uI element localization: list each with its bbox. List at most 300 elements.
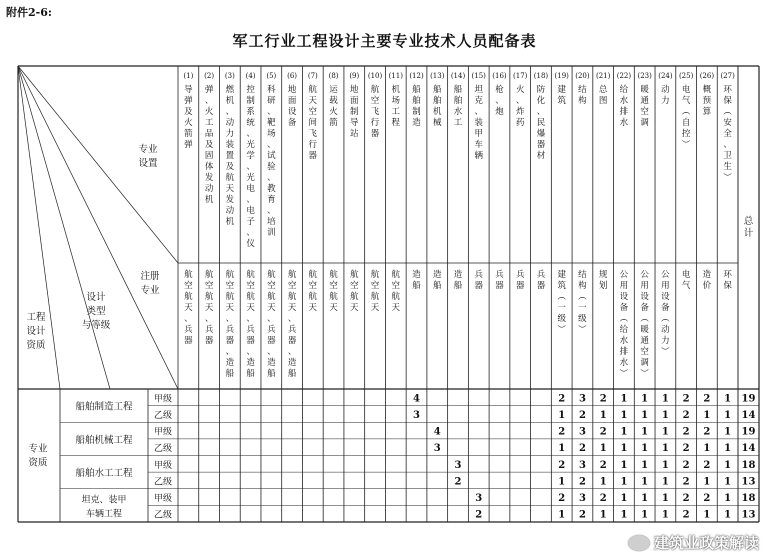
column-specialty-name: 飞 xyxy=(308,129,318,139)
column-registered-specialty: 航 xyxy=(204,292,214,302)
column-registered-specialty: 船 xyxy=(246,369,255,379)
cell-value: 2 xyxy=(599,493,607,505)
column-specialty-name: 航 xyxy=(225,173,235,183)
column-specialty-name: 天 xyxy=(225,184,235,194)
column-specialty-name: 及 xyxy=(184,107,193,117)
column-specialty-name: 弹 xyxy=(184,140,193,150)
column-registered-specialty: 、 xyxy=(287,347,297,357)
column-registered-specialty: 兵 xyxy=(536,270,546,280)
column-specialty-name: 舶 xyxy=(453,96,463,106)
column-specialty-name: 育 xyxy=(267,195,276,205)
column-registered-specialty: 兵 xyxy=(225,325,235,335)
column-number: (26) xyxy=(699,72,715,80)
cell-value: 2 xyxy=(682,409,690,421)
column-specialty-name: 船 xyxy=(453,85,463,95)
column-specialty-name: 预 xyxy=(702,96,712,106)
column-specialty-name: 防 xyxy=(536,85,546,95)
cell-value: 1 xyxy=(661,426,669,438)
column-registered-specialty: 器 xyxy=(204,336,214,346)
cell-value: 1 xyxy=(661,459,669,471)
column-registered-specialty: 用 xyxy=(619,281,629,291)
cell-value: 1 xyxy=(724,459,732,471)
column-registered-specialty: 空 xyxy=(246,281,255,291)
column-registered-specialty: 兵 xyxy=(267,325,276,335)
column-registered-specialty: 航 xyxy=(246,270,255,280)
column-specialty-name: 火 xyxy=(329,107,338,117)
column-specialty-name: 甲 xyxy=(474,129,483,139)
column-specialty-name: 、 xyxy=(267,173,276,183)
column-specialty-name: 动 xyxy=(225,206,235,216)
header-qualification: 资质 xyxy=(26,340,46,351)
cell-value: 2 xyxy=(703,459,711,471)
column-registered-specialty: 造 xyxy=(246,358,255,368)
column-specialty-name: 设 xyxy=(287,107,297,117)
cell-value: 1 xyxy=(661,393,669,405)
column-registered-specialty: 空 xyxy=(350,281,359,291)
cell-value: 1 xyxy=(703,476,711,488)
column-registered-specialty: 电 xyxy=(681,270,691,280)
column-registered-specialty: 器 xyxy=(515,281,525,291)
column-number: (13) xyxy=(430,72,445,80)
column-registered-specialty: 空 xyxy=(370,281,380,291)
column-registered-specialty: 级 xyxy=(578,314,587,324)
cell-value: 1 xyxy=(620,509,628,521)
cell-value: 3 xyxy=(454,459,462,471)
cell-value: 1 xyxy=(724,393,732,405)
column-specialty-name: 、 xyxy=(225,107,235,117)
grade-label: 乙级 xyxy=(153,477,173,488)
column-registered-specialty: 调 xyxy=(640,358,649,368)
column-specialty-name: 药 xyxy=(515,118,525,128)
column-registered-specialty: 船 xyxy=(267,369,276,379)
header-design-type: 与等级 xyxy=(81,320,111,331)
cell-value: 1 xyxy=(661,493,669,505)
column-specialty-name: 器 xyxy=(308,151,318,161)
column-specialty-name: ︵ xyxy=(723,107,732,117)
column-registered-specialty: 、 xyxy=(287,314,297,324)
column-number: (8) xyxy=(328,72,339,80)
column-specialty-name: 空 xyxy=(370,96,380,106)
column-specialty-name: 航 xyxy=(308,85,318,95)
column-specialty-name: 枪 xyxy=(495,85,504,95)
column-registered-specialty: 兵 xyxy=(515,270,525,280)
column-registered-specialty: 、 xyxy=(267,314,276,324)
cell-value: 2 xyxy=(682,476,690,488)
grade-label: 乙级 xyxy=(153,510,173,521)
column-specialty-name: 火 xyxy=(204,107,214,117)
column-registered-specialty: 一 xyxy=(578,303,587,313)
column-registered-specialty: 航 xyxy=(350,270,359,280)
column-specialty-name: 保 xyxy=(723,96,732,106)
column-specialty-name: 给 xyxy=(619,85,629,95)
column-specialty-name: 场 xyxy=(391,96,401,106)
column-specialty-name: 生 xyxy=(723,162,732,172)
column-registered-specialty: 航 xyxy=(225,270,235,280)
column-specialty-name: 学 xyxy=(246,151,255,161)
column-registered-specialty: 公 xyxy=(640,270,649,280)
watermark xyxy=(628,532,759,553)
header-design-type: 类型 xyxy=(86,306,106,317)
column-specialty-name: 爆 xyxy=(536,129,546,139)
column-registered-specialty: ︵ xyxy=(661,314,670,324)
column-registered-specialty: 造 xyxy=(225,358,235,368)
column-specialty-name: 电 xyxy=(246,184,255,194)
column-registered-specialty: 航 xyxy=(267,292,276,302)
column-registered-specialty: 筑 xyxy=(557,281,566,291)
column-specialty-name: 弹 xyxy=(204,85,214,95)
cell-value: 1 xyxy=(620,393,628,405)
cell-value: 2 xyxy=(682,443,690,455)
column-specialty-name: 辆 xyxy=(474,151,483,161)
column-specialty-name: 水 xyxy=(619,96,629,106)
column-registered-specialty: 船 xyxy=(287,369,297,379)
column-registered-specialty: 航 xyxy=(225,292,235,302)
column-registered-specialty: 保 xyxy=(723,281,732,291)
header-total: 总 xyxy=(743,216,754,227)
column-registered-specialty: 天 xyxy=(308,303,318,313)
column-specialty-name: 及 xyxy=(225,162,235,172)
column-registered-specialty: 船 xyxy=(433,281,442,291)
column-registered-specialty: 空 xyxy=(391,281,401,291)
column-registered-specialty: 备 xyxy=(661,303,670,313)
total-value: 18 xyxy=(741,493,756,505)
column-registered-specialty: 造 xyxy=(412,270,421,280)
column-specialty-name: 动 xyxy=(204,184,214,194)
column-specialty-name: 天 xyxy=(308,96,318,106)
column-specialty-name: 载 xyxy=(329,96,338,106)
column-registered-specialty: 航 xyxy=(184,270,193,280)
column-registered-specialty: 造 xyxy=(702,270,712,280)
column-registered-specialty: 航 xyxy=(329,270,338,280)
cell-value: 1 xyxy=(558,509,566,521)
column-number: (3) xyxy=(224,72,235,80)
column-registered-specialty: 通 xyxy=(640,336,649,346)
column-number: (7) xyxy=(307,72,318,80)
grade-label: 甲级 xyxy=(153,460,173,471)
column-specialty-name: 科 xyxy=(267,85,276,95)
column-specialty-name: 、 xyxy=(267,107,276,117)
column-number: (27) xyxy=(720,72,735,80)
cell-value: 2 xyxy=(454,476,462,488)
column-specialty-name: 械 xyxy=(433,118,442,128)
group-name: 船舶机械工程 xyxy=(75,434,133,446)
column-registered-specialty: 航 xyxy=(267,270,276,280)
column-specialty-name: 装 xyxy=(474,118,483,128)
column-registered-specialty: 造 xyxy=(267,358,276,368)
column-registered-specialty: 天 xyxy=(370,303,380,313)
column-registered-specialty: 造 xyxy=(287,358,297,368)
column-specialty-name: 站 xyxy=(350,129,359,139)
column-number: (5) xyxy=(266,72,277,80)
column-specialty-name: 系 xyxy=(246,107,255,117)
column-specialty-name: 炮 xyxy=(495,107,504,117)
column-registered-specialty: 天 xyxy=(246,303,255,313)
grade-label: 甲级 xyxy=(153,494,173,505)
column-specialty-name: 水 xyxy=(619,118,629,128)
column-registered-specialty: 航 xyxy=(246,292,255,302)
column-specialty-name: 电 xyxy=(246,206,255,216)
column-specialty-name: 制 xyxy=(246,96,255,106)
column-specialty-name: 水 xyxy=(453,107,463,117)
cell-value: 1 xyxy=(558,476,566,488)
column-registered-specialty: 、 xyxy=(204,314,214,324)
total-value: 13 xyxy=(741,476,756,488)
grade-label: 乙级 xyxy=(153,410,173,421)
column-registered-specialty: 用 xyxy=(661,281,670,291)
column-registered-specialty: 船 xyxy=(453,281,463,291)
column-registered-specialty: ︶ xyxy=(619,369,629,379)
column-registered-specialty: 水 xyxy=(619,336,629,346)
column-registered-specialty: 、 xyxy=(267,347,276,357)
cell-value: 1 xyxy=(620,426,628,438)
column-registered-specialty: 器 xyxy=(225,336,235,346)
column-registered-specialty: 空 xyxy=(308,281,318,291)
column-specialty-name: 培 xyxy=(267,217,276,227)
column-specialty-name: 概 xyxy=(702,85,712,95)
header-qualification: 工程 xyxy=(26,312,46,323)
column-specialty-name: 安 xyxy=(723,118,732,128)
column-specialty-name: 、 xyxy=(246,228,255,238)
column-specialty-name: 调 xyxy=(640,118,649,128)
cell-value: 1 xyxy=(620,493,628,505)
column-number: (16) xyxy=(492,72,507,80)
column-registered-specialty: 造 xyxy=(433,270,442,280)
column-specialty-name: 火 xyxy=(184,118,193,128)
cell-value: 2 xyxy=(682,509,690,521)
cell-value: 1 xyxy=(620,409,628,421)
column-registered-specialty: 力 xyxy=(661,336,670,346)
column-registered-specialty: 天 xyxy=(329,303,338,313)
column-registered-specialty: 天 xyxy=(267,303,276,313)
cell-value: 3 xyxy=(578,459,586,471)
column-registered-specialty: 空 xyxy=(204,281,214,291)
column-registered-specialty: 结 xyxy=(578,270,587,280)
column-specialty-name: 品 xyxy=(204,129,214,139)
wechat-icon xyxy=(628,535,650,551)
column-specialty-name: 构 xyxy=(578,96,587,106)
column-registered-specialty: ︵ xyxy=(619,314,629,324)
column-registered-specialty: 用 xyxy=(640,281,649,291)
column-specialty-name: 统 xyxy=(246,118,255,128)
column-specialty-name: 面 xyxy=(287,96,297,106)
column-specialty-name: 全 xyxy=(723,129,732,139)
cell-value: 1 xyxy=(661,443,669,455)
column-registered-specialty: 备 xyxy=(640,303,649,313)
column-specialty-name: 靶 xyxy=(267,118,276,128)
cell-value: 3 xyxy=(578,493,586,505)
header-qualification: 设计 xyxy=(26,326,46,337)
column-number: (22) xyxy=(616,72,632,80)
column-registered-specialty: 划 xyxy=(598,281,608,291)
cell-value: 3 xyxy=(433,443,441,455)
column-registered-specialty: 器 xyxy=(474,281,483,291)
column-specialty-name: 发 xyxy=(204,173,214,183)
column-number: (4) xyxy=(245,72,256,80)
cell-value: 1 xyxy=(703,409,711,421)
column-specialty-name: 、 xyxy=(267,206,276,216)
cell-value: 2 xyxy=(682,426,690,438)
column-specialty-name: 场 xyxy=(267,129,276,139)
column-registered-specialty: 暖 xyxy=(640,325,649,335)
column-registered-specialty: 航 xyxy=(370,270,380,280)
column-specialty-name: 排 xyxy=(619,107,629,117)
column-registered-specialty: 兵 xyxy=(246,325,255,335)
column-registered-specialty: ︶ xyxy=(578,325,587,335)
column-registered-specialty: 备 xyxy=(619,303,629,313)
column-registered-specialty: 兵 xyxy=(287,325,297,335)
column-specialty-name: 筑 xyxy=(557,96,566,106)
cell-value: 4 xyxy=(413,393,421,405)
cell-value: 1 xyxy=(661,476,669,488)
column-registered-specialty: 器 xyxy=(287,336,297,346)
column-registered-specialty: 航 xyxy=(350,292,359,302)
cell-value: 1 xyxy=(641,393,649,405)
column-specialty-name: 试 xyxy=(267,151,276,161)
group-name: 船舶水工工程 xyxy=(75,468,133,480)
group-name: 船舶制造工程 xyxy=(75,401,133,413)
column-specialty-name: 、 xyxy=(246,195,255,205)
column-registered-specialty: 环 xyxy=(723,270,732,280)
column-number: (25) xyxy=(678,72,694,80)
column-number: (20) xyxy=(575,72,590,80)
column-specialty-name: 坦 xyxy=(474,85,483,95)
column-registered-specialty: 天 xyxy=(225,303,235,313)
column-registered-specialty: ︶ xyxy=(557,325,566,335)
column-specialty-name: 算 xyxy=(702,107,712,117)
column-specialty-name: 工 xyxy=(453,118,463,128)
total-value: 18 xyxy=(741,459,756,471)
column-specialty-name: 置 xyxy=(225,151,235,161)
column-specialty-name: 备 xyxy=(287,118,297,128)
cell-value: 2 xyxy=(578,509,586,521)
header-total: 计 xyxy=(743,228,754,239)
column-specialty-name: 舶 xyxy=(433,96,442,106)
column-specialty-name: 船 xyxy=(433,85,442,95)
total-value: 13 xyxy=(741,509,756,521)
cell-value: 1 xyxy=(599,509,607,521)
column-registered-specialty: 、 xyxy=(225,314,235,324)
cell-value: 2 xyxy=(578,443,586,455)
header-specialty-setup: 设置 xyxy=(138,158,158,169)
column-registered-specialty: 天 xyxy=(391,303,401,313)
column-registered-specialty: 级 xyxy=(557,314,566,324)
column-specialty-name: 克 xyxy=(474,96,483,106)
column-registered-specialty: 公 xyxy=(619,270,629,280)
column-registered-specialty: 航 xyxy=(308,270,318,280)
cell-value: 1 xyxy=(620,459,628,471)
column-specialty-name: 、 xyxy=(267,140,276,150)
column-registered-specialty: 航 xyxy=(308,292,318,302)
column-number: (1) xyxy=(183,72,194,80)
column-specialty-name: 机 xyxy=(225,217,235,227)
group-name: 车辆工程 xyxy=(85,509,123,520)
column-registered-specialty: 航 xyxy=(204,270,214,280)
cell-value: 1 xyxy=(620,476,628,488)
column-specialty-name: 动 xyxy=(661,85,670,95)
column-specialty-name: 暖 xyxy=(640,85,649,95)
column-specialty-name: 制 xyxy=(350,107,359,117)
header-registered-specialty: 专业 xyxy=(140,285,160,296)
cell-value: 3 xyxy=(578,393,586,405)
grade-label: 甲级 xyxy=(153,427,173,438)
cell-value: 1 xyxy=(661,409,669,421)
column-specialty-name: 材 xyxy=(536,151,546,161)
column-specialty-name: 、 xyxy=(495,96,504,106)
column-registered-specialty: 航 xyxy=(287,292,297,302)
column-specialty-name: 运 xyxy=(329,85,338,95)
column-registered-specialty: 航 xyxy=(391,292,401,302)
column-registered-specialty: 天 xyxy=(204,303,214,313)
cell-value: 2 xyxy=(682,493,690,505)
column-registered-specialty: 兵 xyxy=(184,325,193,335)
column-registered-specialty: 排 xyxy=(619,347,629,357)
cell-value: 1 xyxy=(599,409,607,421)
total-value: 19 xyxy=(741,426,756,438)
grade-label: 甲级 xyxy=(153,394,173,405)
column-number: (17) xyxy=(513,72,528,80)
column-registered-specialty: 水 xyxy=(619,358,629,368)
cell-value: 2 xyxy=(599,426,607,438)
column-registered-specialty: 航 xyxy=(184,292,193,302)
cell-value: 1 xyxy=(641,493,649,505)
cell-value: 1 xyxy=(641,509,649,521)
column-registered-specialty: 航 xyxy=(287,270,297,280)
attachment-label: 附件2-6: xyxy=(6,6,52,19)
column-specialty-name: 地 xyxy=(287,85,297,95)
column-registered-specialty: 空 xyxy=(184,281,193,291)
column-specialty-name: 器 xyxy=(536,140,546,150)
column-specialty-name: 卫 xyxy=(723,151,732,161)
column-registered-specialty: 价 xyxy=(702,281,712,291)
column-registered-specialty: 船 xyxy=(412,281,421,291)
column-specialty-name: 火 xyxy=(515,85,525,95)
column-specialty-name: 程 xyxy=(391,118,401,128)
column-specialty-name: 子 xyxy=(246,217,255,227)
cell-value: 1 xyxy=(703,443,711,455)
column-registered-specialty: 航 xyxy=(370,292,380,302)
cell-value: 1 xyxy=(724,493,732,505)
column-specialty-name: 及 xyxy=(204,140,214,150)
column-specialty-name: 验 xyxy=(267,162,276,172)
column-specialty-name: 机 xyxy=(391,85,401,95)
column-registered-specialty: 兵 xyxy=(204,325,214,335)
cell-value: 2 xyxy=(703,393,711,405)
column-registered-specialty: 空 xyxy=(287,281,297,291)
column-specialty-name: 导 xyxy=(184,85,193,95)
column-registered-specialty: 设 xyxy=(619,292,629,302)
cell-value: 2 xyxy=(578,409,586,421)
column-specialty-name: 船 xyxy=(412,85,421,95)
cell-value: 1 xyxy=(724,409,732,421)
column-registered-specialty: 建 xyxy=(557,270,566,280)
column-registered-specialty: 天 xyxy=(350,303,359,313)
cell-value: 1 xyxy=(620,443,628,455)
column-specialty-name: 机 xyxy=(225,96,235,106)
column-specialty-name: 箭 xyxy=(184,129,193,139)
cell-value: 1 xyxy=(661,509,669,521)
column-number: (12) xyxy=(409,72,424,80)
column-registered-specialty: 兵 xyxy=(495,270,504,280)
cell-value: 1 xyxy=(724,509,732,521)
cell-value: 2 xyxy=(475,509,483,521)
column-specialty-name: 导 xyxy=(350,118,359,128)
column-specialty-name: 器 xyxy=(370,129,380,139)
column-specialty-name: 环 xyxy=(723,85,732,95)
column-registered-specialty: 一 xyxy=(557,303,566,313)
group-name: 坦克、装甲 xyxy=(81,495,127,506)
column-registered-specialty: 造 xyxy=(453,270,463,280)
column-specialty-name: 自 xyxy=(681,118,691,128)
